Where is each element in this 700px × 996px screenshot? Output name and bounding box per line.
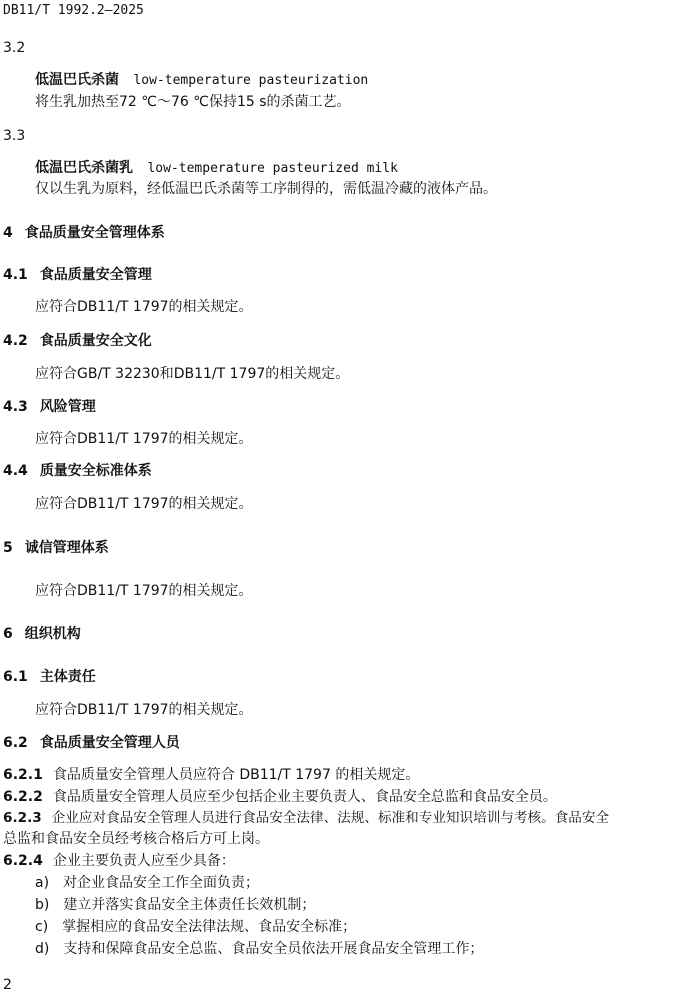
clause-number-3-2: 3.2 (3, 40, 26, 56)
body-4-3: 应符合DB11/T 1797的相关规定。 (35, 431, 253, 447)
term-cn: 低温巴氏杀菌乳 (35, 160, 133, 176)
list-text: 建立并落实食品安全主体责任长效机制； (63, 897, 316, 913)
definition-3-2: 将生乳加热至72 ℃～76 ℃保持15 s的杀菌工艺。 (35, 94, 351, 110)
list-text: 支持和保障食品安全总监、食品安全员依法开展食品安全管理工作； (63, 941, 484, 957)
body-5: 应符合DB11/T 1797的相关规定。 (35, 583, 253, 599)
clause-number: 6.2.3 (3, 810, 42, 826)
section-heading-4-4 (3, 462, 152, 482)
section-heading-4-1 (3, 266, 152, 286)
page-number: 2 (3, 977, 12, 993)
clause-6-2-3 (3, 809, 609, 828)
section-title: 组织机构 (24, 626, 81, 642)
section-heading-5 (3, 539, 109, 559)
section-heading-6-1 (3, 668, 96, 688)
section-number: 6.2 (3, 735, 28, 751)
list-item-b (35, 896, 315, 916)
clause-6-2-3-continuation: 总监和食品安全员经考核合格后方可上岗。 (3, 831, 269, 847)
section-title: 食品质量安全管理人员 (39, 735, 180, 751)
term-3-3 (35, 159, 398, 179)
section-number: 6.1 (3, 669, 28, 685)
section-heading-4 (3, 224, 165, 244)
body-4-4: 应符合DB11/T 1797的相关规定。 (35, 496, 253, 512)
section-heading-4-2 (3, 332, 152, 352)
section-title: 食品质量安全文化 (39, 333, 152, 349)
section-heading-4-3 (3, 398, 96, 418)
body-6-1: 应符合DB11/T 1797的相关规定。 (35, 702, 253, 718)
section-number: 4.4 (3, 463, 28, 479)
list-marker: c) (35, 919, 49, 935)
term-en: low-temperature pasteurized milk (147, 161, 398, 176)
definition-3-3: 仅以生乳为原料，经低温巴氏杀菌等工序制得的，需低温冷藏的液体产品。 (35, 181, 497, 197)
section-title: 主体责任 (39, 669, 96, 685)
list-item-a (35, 874, 259, 894)
clause-number: 6.2.1 (3, 767, 43, 783)
clause-number: 6.2.4 (3, 853, 43, 869)
clause-6-2-4 (3, 852, 235, 872)
clause-text: 企业主要负责人应至少具备： (52, 853, 235, 869)
list-marker: b) (35, 897, 50, 913)
clause-number: 6.2.2 (3, 789, 43, 805)
section-number: 4.1 (3, 267, 28, 283)
clause-text: 食品质量安全管理人员应符合 DB11/T 1797 的相关规定。 (52, 767, 420, 783)
clause-6-2-1 (3, 766, 419, 786)
list-item-d (35, 940, 483, 960)
list-item-c (35, 918, 356, 938)
clause-6-2-2 (3, 788, 557, 808)
section-number: 4 (3, 225, 13, 241)
body-4-2: 应符合GB/T 32230和DB11/T 1797的相关规定。 (35, 366, 350, 382)
clause-number-3-3: 3.3 (3, 128, 26, 144)
section-number: 4.2 (3, 333, 28, 349)
section-title: 食品质量安全管理 (39, 267, 152, 283)
section-number: 6 (3, 626, 13, 642)
section-heading-6 (3, 625, 81, 645)
clause-text: 食品质量安全管理人员应至少包括企业主要负责人、食品安全总监和食品安全员。 (52, 789, 557, 805)
term-cn: 低温巴氏杀菌 (35, 72, 119, 88)
term-3-2 (35, 71, 368, 91)
section-title: 食品质量安全管理体系 (24, 225, 165, 241)
list-text: 对企业食品安全工作全面负责； (63, 875, 260, 891)
section-heading-6-2 (3, 734, 180, 754)
list-marker: a) (35, 875, 50, 891)
section-number: 5 (3, 540, 13, 556)
list-marker: d) (35, 941, 50, 957)
term-en: low-temperature pasteurization (133, 73, 369, 88)
section-number: 4.3 (3, 399, 28, 415)
document-id-header: DB11/T 1992.2—2025 (3, 3, 144, 18)
list-text: 掌握相应的食品安全法律法规、食品安全标准； (62, 919, 357, 935)
section-title: 质量安全标准体系 (39, 463, 152, 479)
section-title: 诚信管理体系 (24, 540, 109, 556)
body-4-1: 应符合DB11/T 1797的相关规定。 (35, 299, 253, 315)
clause-text-line1: 企业应对食品安全管理人员进行食品安全法律、法规、标准和专业知识培训与考核。食品安全 (51, 810, 610, 826)
section-title: 风险管理 (39, 399, 96, 415)
